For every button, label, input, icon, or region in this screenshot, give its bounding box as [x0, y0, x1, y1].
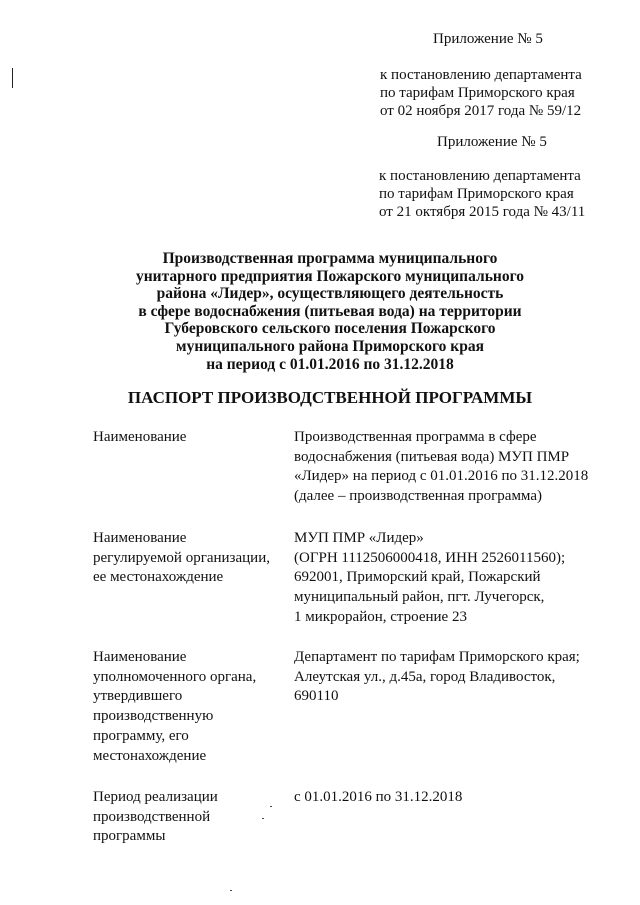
label-line: Наименование: [93, 530, 187, 546]
label-line: уполномоченного органа,: [93, 668, 257, 685]
label-line: Наименование: [93, 649, 187, 665]
row-period-label: [93, 788, 288, 847]
program-title-line: муниципального района Приморского края: [176, 337, 484, 355]
appendix-current-heading: Приложение № 5: [433, 31, 543, 47]
appendix-current-reference: [380, 66, 582, 120]
row-authority-value: [294, 648, 612, 707]
appendix-current-line: к постановлению департамента: [380, 67, 582, 83]
value-line: «Лидер» на период с 01.01.2016 по 31.12.2018: [294, 468, 589, 485]
appendix-current-line: по тарифам Приморского края: [380, 85, 575, 101]
appendix-original-line: к постановлению департамента: [379, 168, 581, 184]
label-line: программу, его: [93, 727, 189, 744]
label-line: программы: [93, 828, 166, 845]
value-line: МУП ПМР «Лидер»: [294, 530, 424, 546]
row-period-value: [294, 788, 612, 808]
appendix-original-line: от 21 октября 2015 года № 43/11: [379, 204, 586, 220]
program-title: [90, 250, 570, 373]
label-line: утвердившего: [93, 688, 183, 705]
value-line: 692001, Приморский край, Пожарский: [294, 569, 541, 586]
appendix-current-line: от 02 ноября 2017 года № 59/12: [380, 103, 582, 119]
value-line: с 01.01.2016 по 31.12.2018: [294, 789, 463, 805]
program-title-line: на период с 01.01.2016 по 31.12.2018: [206, 355, 454, 373]
row-name-label: [93, 428, 288, 448]
label-line: Период реализации: [93, 789, 218, 805]
label-line: местонахождение: [93, 747, 207, 764]
value-line: 690110: [294, 688, 339, 705]
row-name-value: [294, 428, 612, 507]
value-line: (далее – производственная программа): [294, 488, 542, 505]
scan-margin-mark: [12, 68, 13, 88]
scan-speck: [270, 806, 272, 807]
label-line: производственную: [93, 708, 214, 725]
appendix-original-heading: Приложение № 5: [437, 134, 547, 150]
passport-title: ПАСПОРТ ПРОИЗВОДСТВЕННОЙ ПРОГРАММЫ: [127, 388, 533, 407]
value-line: (ОГРН 1112506000418, ИНН 2526011560);: [294, 549, 566, 566]
program-title-line: в сфере водоснабжения (питьевая вода) на территории: [138, 302, 522, 320]
program-title-line: района «Лидер», осуществляющего деятельность: [156, 285, 504, 303]
row-organization-value: [294, 529, 612, 628]
label-line: регулируемой организации,: [93, 549, 270, 566]
label-line: ее местонахождение: [93, 569, 224, 586]
value-line: 1 микрорайон, строение 23: [294, 608, 467, 625]
value-line: муниципальный район, пгт. Лучегорск,: [294, 589, 545, 606]
label-line: Наименование: [93, 429, 187, 445]
value-line: Департамент по тарифам Приморского края;: [294, 649, 580, 665]
label-line: производственной: [93, 808, 211, 825]
appendix-original-reference: [379, 167, 585, 221]
row-authority-label: [93, 648, 288, 766]
program-title-line: Губеровского сельского поселения Пожарского: [164, 320, 496, 338]
value-line: Производственная программа в сфере: [294, 429, 537, 445]
value-line: водоснабжения (питьевая вода) МУП ПМР: [294, 448, 570, 465]
value-line: Алеутская ул., д.45а, город Владивосток,: [294, 668, 556, 685]
appendix-original-line: по тарифам Приморского края: [379, 186, 574, 202]
program-title-line: Производственная программа муниципального: [162, 250, 498, 267]
scan-speck: [262, 818, 264, 819]
row-organization-label: [93, 529, 288, 588]
scan-speck: [230, 890, 232, 891]
program-title-line: унитарного предприятия Пожарского муниципального: [136, 267, 524, 285]
